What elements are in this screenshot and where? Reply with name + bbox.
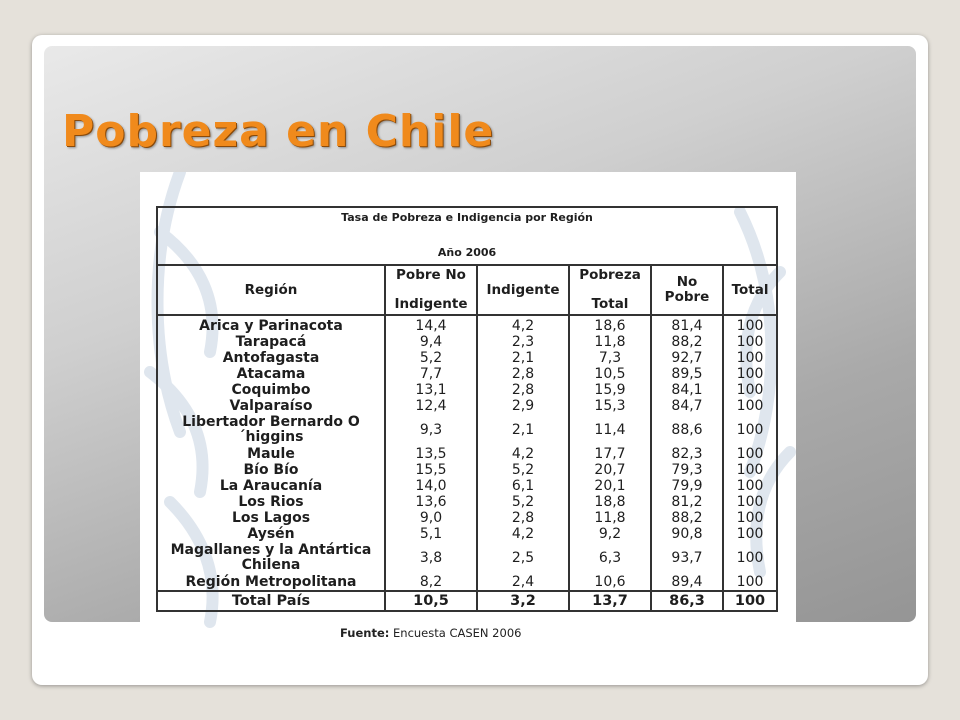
table-row [157,446,777,462]
total-region: Total País [157,591,385,611]
cell-total: 100 [723,334,777,350]
cell-region: Arica y Parinacota [157,315,385,334]
cell-pobre-no-indigente: 14,4 [385,315,477,334]
cell-no-pobre: 84,1 [651,382,723,398]
slide-title: Pobreza en Chile [62,106,495,157]
cell-pobre-no-indigente: 9,4 [385,334,477,350]
cell-pobreza-total: 7,3 [569,350,651,366]
cell-no-pobre: 81,2 [651,494,723,510]
cell-total: 100 [723,462,777,478]
cell-pobreza-total: 15,3 [569,398,651,414]
cell-region: Atacama [157,366,385,382]
cell-no-pobre: 81,4 [651,315,723,334]
cell-total: 100 [723,494,777,510]
header-indigente: Indigente [477,265,569,315]
cell-no-pobre: 93,7 [651,542,723,574]
cell-total: 100 [723,398,777,414]
cell-pobre-no-indigente: 13,1 [385,382,477,398]
table-body [157,315,777,591]
table-caption-title: Tasa de Pobreza e Indigencia por Región [341,211,593,224]
header-pobreza-bottom: Total [591,296,629,312]
cell-indigente: 2,3 [477,334,569,350]
cell-indigente: 2,1 [477,350,569,366]
cell-no-pobre: 82,3 [651,446,723,462]
cell-pobre-no-indigente: 5,1 [385,526,477,542]
header-pobre-no-bottom: Indigente [394,296,468,312]
table-row [157,574,777,591]
cell-total: 100 [723,446,777,462]
cell-no-pobre: 88,6 [651,414,723,446]
cell-total: 100 [723,414,777,446]
cell-pobreza-total: 18,8 [569,494,651,510]
source-text: Encuesta CASEN 2006 [393,626,522,640]
cell-total: 100 [723,366,777,382]
cell-indigente: 2,8 [477,382,569,398]
table-row [157,510,777,526]
total-indigente: 3,2 [477,591,569,611]
cell-pobreza-total: 10,5 [569,366,651,382]
cell-pobreza-total: 10,6 [569,574,651,591]
cell-region: Valparaíso [157,398,385,414]
cell-indigente: 2,8 [477,366,569,382]
cell-pobreza-total: 20,7 [569,462,651,478]
cell-region: Tarapacá [157,334,385,350]
cell-indigente: 2,1 [477,414,569,446]
cell-indigente: 2,4 [477,574,569,591]
cell-total: 100 [723,350,777,366]
cell-pobreza-total: 6,3 [569,542,651,574]
table-total-row [157,591,777,611]
table-source [340,626,521,640]
cell-pobre-no-indigente: 3,8 [385,542,477,574]
header-pobre-no-indigente [385,265,477,315]
header-region: Región [157,265,385,315]
poverty-table [156,206,778,612]
cell-indigente: 2,8 [477,510,569,526]
cell-region: Maule [157,446,385,462]
table-row [157,382,777,398]
table-row [157,334,777,350]
cell-no-pobre: 88,2 [651,510,723,526]
cell-total: 100 [723,510,777,526]
cell-indigente: 2,5 [477,542,569,574]
cell-region: Los Lagos [157,510,385,526]
cell-region: Aysén [157,526,385,542]
cell-region: Los Rios [157,494,385,510]
header-no-pobre-label: No Pobre [664,274,710,305]
cell-total: 100 [723,574,777,591]
table-row [157,414,777,446]
cell-indigente: 2,9 [477,398,569,414]
cell-pobreza-total: 11,8 [569,334,651,350]
cell-no-pobre: 79,9 [651,478,723,494]
cell-pobreza-total: 11,4 [569,414,651,446]
cell-total: 100 [723,478,777,494]
cell-pobre-no-indigente: 5,2 [385,350,477,366]
cell-indigente: 4,2 [477,446,569,462]
cell-indigente: 6,1 [477,478,569,494]
table-row [157,542,777,574]
cell-pobre-no-indigente: 9,0 [385,510,477,526]
table-image [140,172,796,648]
cell-no-pobre: 89,4 [651,574,723,591]
cell-total: 100 [723,526,777,542]
source-label: Fuente: [340,626,390,640]
cell-pobreza-total: 18,6 [569,315,651,334]
cell-pobreza-total: 15,9 [569,382,651,398]
table-row [157,398,777,414]
header-pobreza-top: Pobreza [579,267,641,283]
cell-pobre-no-indigente: 8,2 [385,574,477,591]
cell-indigente: 4,2 [477,526,569,542]
header-no-pobre [651,265,723,315]
cell-region: Región Metropolitana [157,574,385,591]
cell-region: La Araucanía [157,478,385,494]
table-row [157,526,777,542]
cell-no-pobre: 92,7 [651,350,723,366]
cell-indigente: 5,2 [477,462,569,478]
total-pobre-no-indigente: 10,5 [385,591,477,611]
cell-pobre-no-indigente: 13,5 [385,446,477,462]
cell-pobre-no-indigente: 7,7 [385,366,477,382]
cell-region: Magallanes y la Antártica Chilena [157,542,385,574]
cell-pobreza-total: 11,8 [569,510,651,526]
cell-no-pobre: 84,7 [651,398,723,414]
cell-pobre-no-indigente: 13,6 [385,494,477,510]
table-caption-year: Año 2006 [437,246,497,259]
cell-total: 100 [723,542,777,574]
cell-total: 100 [723,315,777,334]
table-row [157,350,777,366]
total-total: 100 [723,591,777,611]
cell-pobre-no-indigente: 14,0 [385,478,477,494]
table-row [157,462,777,478]
cell-no-pobre: 79,3 [651,462,723,478]
cell-no-pobre: 90,8 [651,526,723,542]
table-row [157,494,777,510]
cell-pobre-no-indigente: 12,4 [385,398,477,414]
table-header-row [157,265,777,315]
cell-no-pobre: 88,2 [651,334,723,350]
table-row [157,315,777,334]
cell-region: Coquimbo [157,382,385,398]
cell-no-pobre: 89,5 [651,366,723,382]
header-pobreza-total [569,265,651,315]
header-pobre-no-top: Pobre No [396,267,466,283]
cell-region: Bío Bío [157,462,385,478]
cell-pobreza-total: 17,7 [569,446,651,462]
cell-pobre-no-indigente: 9,3 [385,414,477,446]
total-pobreza-total: 13,7 [569,591,651,611]
cell-indigente: 4,2 [477,315,569,334]
header-total: Total [723,265,777,315]
table-row [157,366,777,382]
table-caption [157,207,777,265]
cell-pobreza-total: 9,2 [569,526,651,542]
cell-total: 100 [723,382,777,398]
table-row [157,478,777,494]
cell-pobre-no-indigente: 15,5 [385,462,477,478]
cell-indigente: 5,2 [477,494,569,510]
cell-pobreza-total: 20,1 [569,478,651,494]
cell-region: Antofagasta [157,350,385,366]
total-no-pobre: 86,3 [651,591,723,611]
cell-region: Libertador Bernardo O´higgins [157,414,385,446]
